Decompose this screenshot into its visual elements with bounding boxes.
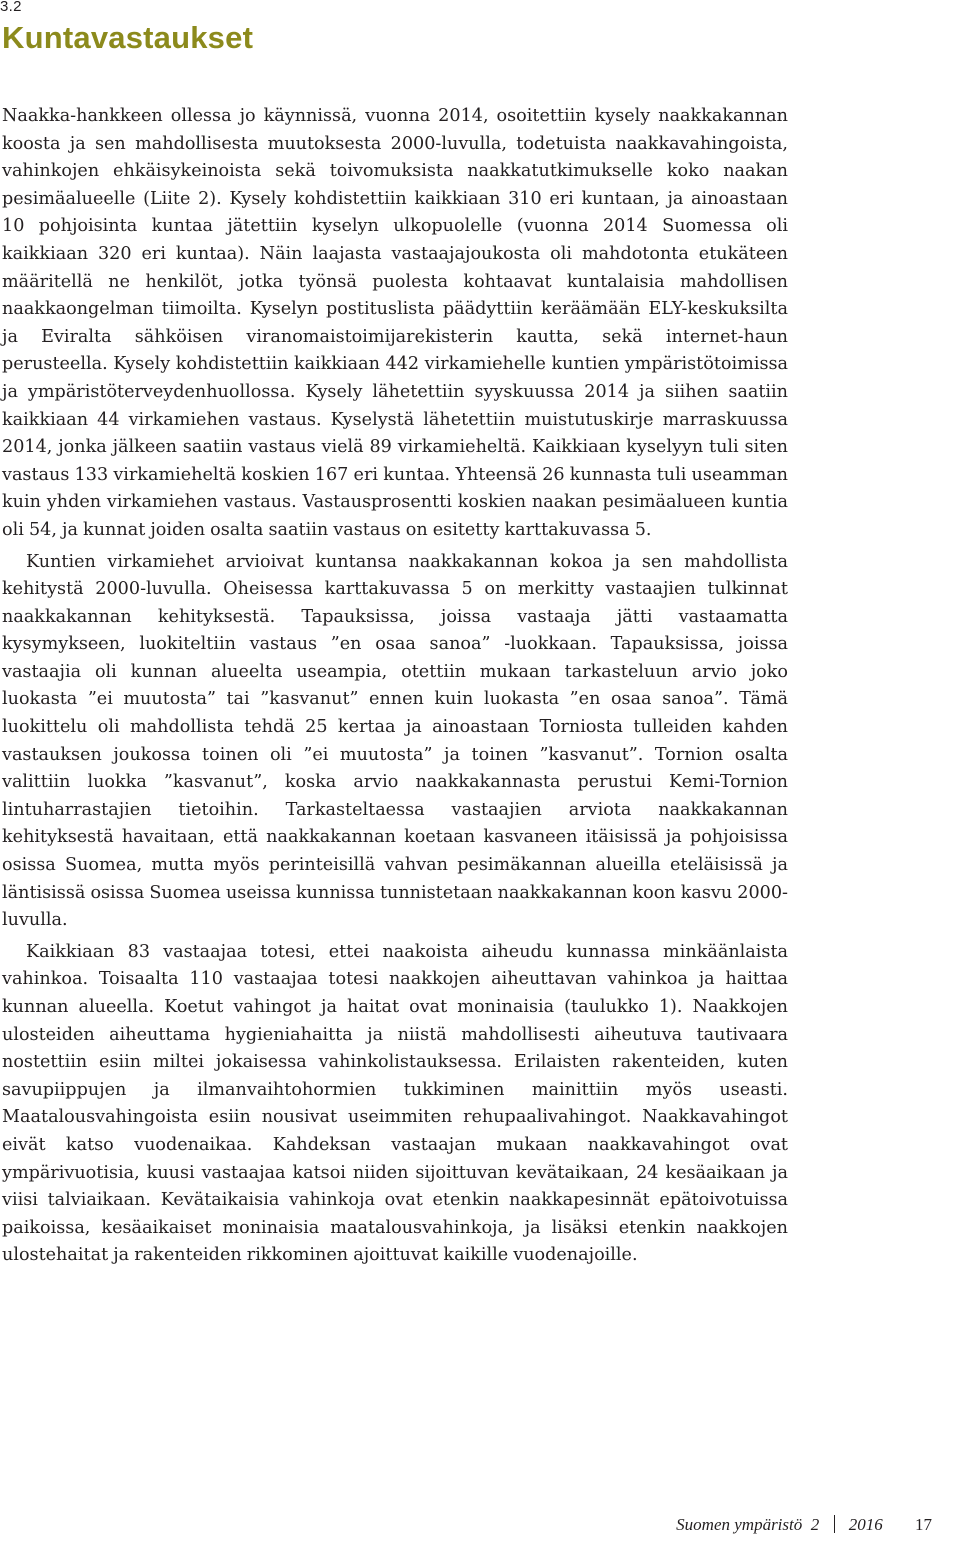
paragraph-population-trend: Kuntien virkamiehet arvioivat kuntansa naakkakannan kokoa ja sen mahdollista kehitystä 2000-luvulla. Oheisessa karttakuvassa 5 on merkitty vastaajien tulkinnat naakkakannan kehityksestä. Tapauksissa, joissa vastaaja jätti vastaamatta kysymykseen, luokiteltiin vastaus ”en osaa sanoa” -luokkaan. Tapauksissa, joissa vastaajia oli kunnan alueelta useampia, otettiin mukaan tarkasteluun arvio joko luokasta ”ei muutosta” tai ”kasvanut” ennen kuin luokasta ”en osaa sanoa”. Tämä luokittelu oli mahdollista tehdä 25 kertaa ja ainoastaan Torniosta tulleiden kahden vastauksen joukossa toinen oli ”ei muutosta” ja toinen ”kasvanut”. Tornion osalta valittiin luokka ”kasvanut”, koska arvio naakkakannasta perustui Kemi-Tornion lintuharrastajien tietoihin. Tarkasteltaessa vastaajien arviota naakkakannan kehityksestä havaitaan, että naakkakannan koetaan kasvaneen itäisissä ja pohjoisissa osissa Suomea, mutta myös perinteisillä vahvan pesimäkannan alueilla eteläisissä ja läntisissä osissa Suomea useissa kunnissa tunnistetaan naakkakannan koon kasvu 2000-luvulla.	[2, 551, 788, 931]
footer-divider	[834, 1515, 835, 1533]
page-footer	[676, 1515, 932, 1535]
footer-year: 2016	[848, 1515, 883, 1534]
section-number: 3.2	[0, 0, 22, 15]
footer-publication: Suomen ympäristö	[676, 1515, 803, 1534]
page-number: 17	[915, 1515, 932, 1534]
footer-issue-number: 2	[810, 1515, 820, 1534]
footer-issue	[807, 1515, 820, 1534]
paragraph-damages: Kaikkiaan 83 vastaajaa totesi, ettei naakoista aiheudu kunnassa minkäänlaista vahinkoa. Toisaalta 110 vastaajaa totesi naakkojen aiheuttavan vahinkoa ja haittaa kunnan alueella. Koetut vahingot ja haitat ovat moninaisia (taulukko 1). Naakkojen ulosteiden aiheuttama hygieniahaitta ja niistä mahdollisesti aiheutuva tautivaara nostettiin esiin miltei jokaisessa vahinkolistauksessa. Erilaisten rakenteiden, kuten savupiippujen ja ilmanvaihtohormien tukkiminen mainittiin myös useasti. Maatalousvahingoista esiin nousivat useimmiten rehupaalivahingot. Naakkavahingot eivät katso vuodenaikaa. Kahdeksan vastaajan mukaan naakkavahingot ovat ympärivuotisia, kuusi vastaajaa katsoi niiden sijoittuvan kevätaikaan, 24 kesäaikaan ja viisi talviaikaan. Kevätaikaisia vahinkoja ovat etenkin naakkapesinnät epätoivotuissa paikoissa, kesäaikaiset moninaisia maatalousvahinkoja, ja lisäksi etenkin naakkojen ulostehaitat ja rakenteiden rikkominen ajoittuvat kaikille vuodenajoille.	[2, 941, 788, 1266]
section-title: Kuntavastaukset	[2, 20, 254, 55]
paragraph-survey: Naakka-hankkeen ollessa jo käynnissä, vuonna 2014, osoitettiin kysely naakkakannan koosta ja sen mahdollisesta muutoksesta 2000-luvulla, todetuista naakkavahingoista, vahinkojen ehkäisykeinoista sekä toivomuksista naakkatutkimukselle koko naakan pesimäalueelle (Liite 2). Kysely kohdistettiin kaikkiaan 310 eri kuntaan, ja ainoastaan 10 pohjoisinta kuntaa jätettiin kyselyn ulkopuolelle (vuonna 2014 Suomessa oli kaikkiaan 320 eri kuntaa). Näin laajasta vastaajajoukosta oli mahdotonta etukäteen määritellä ne henkilöt, jotka työnsä puolesta kohtaavat kuntalaisia mahdollisen naakkaongelman tiimoilta. Kyselyn postituslista päädyttiin keräämään ELY-keskuksilta ja Eviralta sähköisen viranomaistoimijarekisterin kautta, sekä internet-haun perusteella. Kysely kohdistettiin kaikkiaan 442 virkamiehelle kuntien ympäristötoimissa ja ympäristöterveydenhuollossa. Kysely lähetettiin syyskuussa 2014 ja siihen saatiin kaikkiaan 44 virkamiehen vastaus. Kyselystä lähetettiin muistutuskirje marraskuussa 2014, jonka jälkeen saatiin vastaus vielä 89 virkamieheltä. Kaikkiaan kyselyyn tuli siten vastaus 133 virkamieheltä koskien 167 eri kuntaa. Yhteensä 26 kunnasta tuli useamman kuin yhden virkamiehen vastaus. Vastausprosentti koskien naakan pesimäalueen kuntia oli 54, ja kunnat joiden osalta saatiin vastaus on esitetty karttakuvassa 5.	[2, 106, 788, 540]
body-text	[2, 103, 788, 1274]
